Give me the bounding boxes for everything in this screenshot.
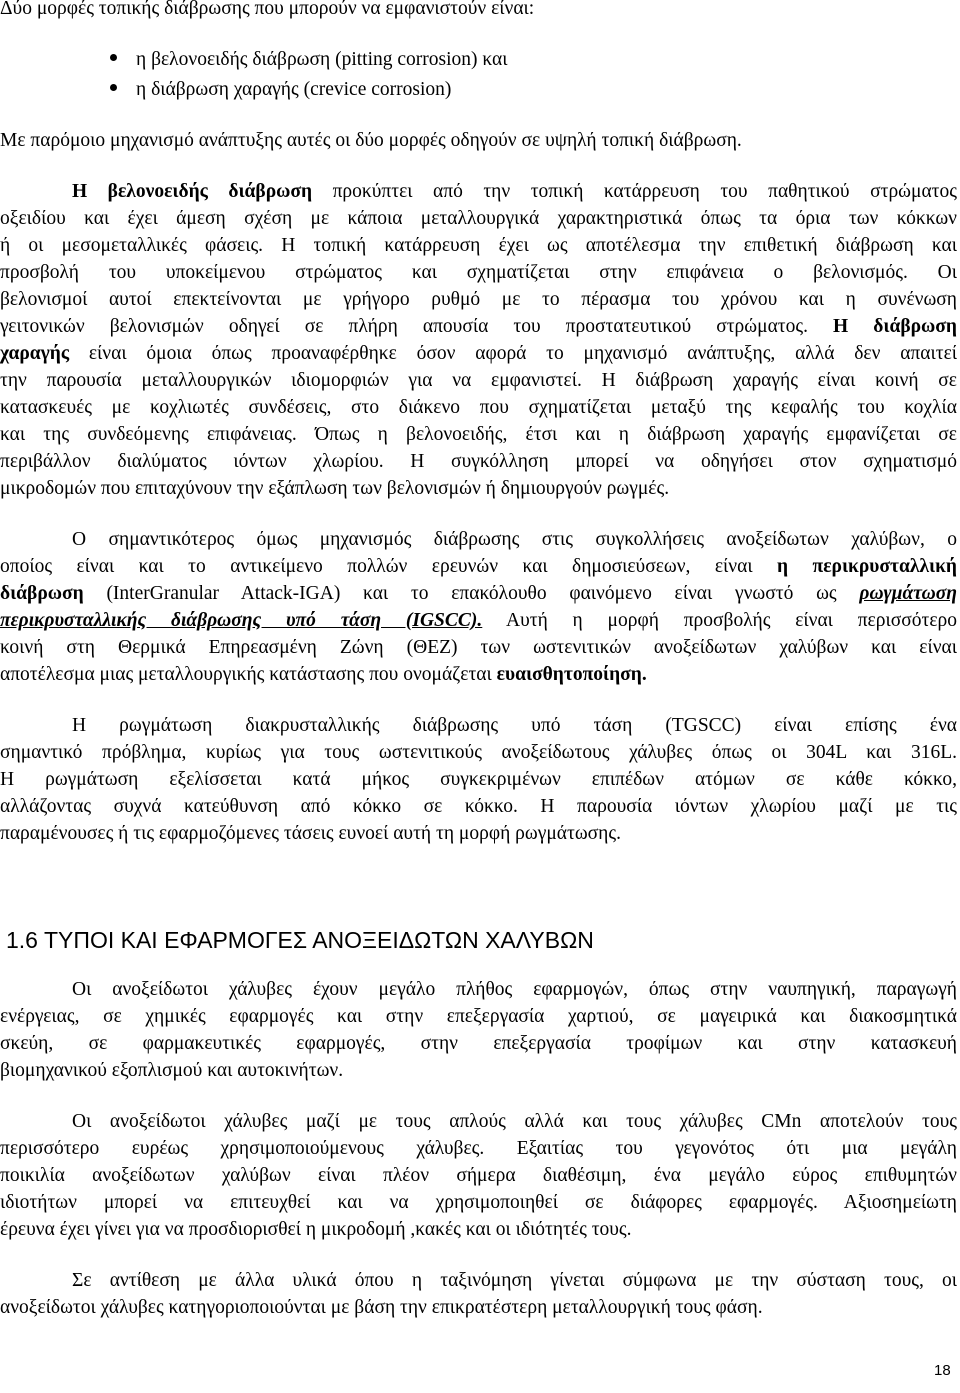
bold-term: ευαισθητοποίηση.	[496, 664, 647, 685]
paragraph-line: βιομηχανικού εξοπλισμού και αυτοκινήτων.	[0, 1060, 344, 1081]
summary-line	[0, 128, 960, 154]
page-number: 18	[934, 1362, 951, 1379]
paragraph-line: σκεύη, σε φαρμακευτικές εφαρμογές, στην επεξεργασία τροφίμων και στην κατασκευή	[0, 1033, 957, 1054]
paragraph-line: Η ρωγμάτωση εξελίσσεται κατά μήκος συγκεκριμένων επιπέδων ατόμων σε κάθε κόκκο,	[0, 769, 957, 790]
paragraph-line	[0, 608, 957, 634]
bold-term: Η βελονοειδής διάβρωση	[72, 181, 313, 202]
bold-term: Η διάβρωση	[833, 316, 957, 337]
paragraph-line: κατασκευές με κοχλιωτές συνδέσεις, στο διάκενο που σχηματίζεται μεταξύ της κεφαλής του κοχλία	[0, 397, 957, 418]
paragraph-line: αλλάζοντας συχνά κατεύθυνση από κόκκο σε κόκκο. Η παρουσία ιόντων χλωρίου μαζί με τις	[0, 796, 957, 817]
paragraph-line: την παρουσία μεταλλουργικών ιδιομορφιών για να εμφανιστεί. Η διάβρωση χαραγής είναι κοινή σε	[0, 370, 957, 391]
paragraph-line: ιδιοτήτων μπορεί να επιτευχθεί και να χρησιμοποιηθεί σε διάφορες εφαρμογές. Αξιοσημείωτη	[0, 1192, 957, 1213]
bullet-text: η διάβρωση χαραγής (crevice corrosion)	[136, 79, 452, 100]
paragraph-line: Ο σημαντικότερος όμως μηχανισμός διάβρωσης στις συγκολλήσεις ανοξείδωτων χαλύβων, ο	[72, 529, 957, 550]
bold-term: διάβρωση	[0, 583, 84, 604]
paragraph-line	[0, 314, 957, 340]
paragraph-line: κοινή στη Θερμικά Επηρεασμένη Ζώνη (ΘΕΖ) των ωστενιτικών ανοξείδωτων χαλύβων και είναι	[0, 637, 957, 658]
paragraph-line: ή οι μεσομεταλλικές φάσεις. Η τοπική κατάρρευση έχει ως αποτέλεσμα την επιθετική διάβρωση και	[0, 235, 957, 256]
paragraph-line: Η ρωγμάτωση διακρυσταλλικής διάβρωσης υπό τάση (TGSCC) είναι επίσης ένα	[72, 715, 957, 736]
paragraph-line: προσβολή του υποκείμενου στρώματος και σχηματίζεται στην επιφάνεια ο βελονισμός. Οι	[0, 262, 957, 283]
paragraph-line	[0, 662, 957, 688]
intro-line	[0, 0, 960, 22]
paragraph-line: παραμένουσες ή τις εφαρμοζόμενες τάσεις ευνοεί αυτή τη μορφή ρωγμάτωσης.	[0, 823, 621, 844]
text-span: είναι όμοια όπως προαναφέρθηκε όσον αφορά το μηχανισμό ανάπτυξης, αλλά δεν απαιτεί	[69, 343, 957, 364]
bullet-text: η βελονοειδής διάβρωση (pitting corrosion) και	[136, 49, 508, 70]
paragraph-line	[0, 554, 957, 580]
paragraph-line: περισσότερο ευρέως χρησιμοποιούμενους χάλυβες. Εξαιτίας του γεγονότος ότι μια μεγάλη	[0, 1138, 957, 1159]
paragraph-line: και της συνδεόμενης επιφάνειας. Όπως η βελονοειδής, έτσι και η διάβρωση χαραγής εμφανίζεται σε	[0, 424, 957, 445]
text-span: Αυτή η μορφή προσβολής είναι περισσότερο	[482, 610, 958, 631]
paragraph-line: ποικιλία ανοξείδωτων χαλύβων είναι πλέον σήμερα διαθέσιμη, ένα μεγάλο εύρος επιθυμητών	[0, 1165, 957, 1186]
paragraph-line: περιβάλλον διαλύματος ιόντων χλωρίου. Η συγκόλληση μπορεί να οδηγήσει στον σχηματισμό	[0, 451, 957, 472]
bold-term: η περικρυσταλλική	[777, 556, 957, 577]
bullet-icon	[108, 82, 118, 92]
paragraph-line: ενέργειας, σε χημικές εφαρμογές και στην επεξεργασία χαρτιού, σε μαγειρικά και διακοσμητικά	[0, 1006, 957, 1027]
text-span: (InterGranular Attack-IGA) και το επακόλουθο φαινόμενο είναι γνωστό ως	[83, 583, 860, 604]
bold-term: χαραγής	[0, 343, 70, 364]
paragraph-line	[0, 341, 957, 367]
paragraph-line: μικροδομών που επιταχύνουν την εξάπλωση των βελονισμών ή δημιουργούν ρωγμές.	[0, 478, 670, 499]
paragraph-line: έρευνα έχει γίνει για να προσδιορισθεί η μικροδομή ,κακές και οι ιδιότητές τους.	[0, 1219, 632, 1240]
list-item	[136, 77, 936, 103]
summary-text: Με παρόμοιο μηχανισμό ανάπτυξης αυτές οι δύο μορφές οδηγούν σε υψηλή τοπική διάβρωση.	[0, 130, 742, 151]
bullet-icon	[108, 52, 118, 62]
paragraph-line	[0, 581, 957, 607]
text-span: οποίος είναι και το αντικείμενο πολλών ερευνών και δημοσιεύσεων, είναι	[0, 556, 778, 577]
text-span: αποτέλεσμα μιας μεταλλουργικής κατάστασης που ονομάζεται	[0, 664, 497, 685]
paragraph-line: Σε αντίθεση με άλλα υλικά όπου η ταξινόμηση γίνεται σύμφωνα με την σύσταση τους, οι	[72, 1270, 957, 1291]
section-heading: 1.6 ΤΥΠΟΙ ΚΑΙ ΕΦΑΡΜΟΓΕΣ ΑΝΟΞΕΙΔΩΤΩΝ ΧΑΛΥΒΩΝ	[6, 927, 594, 953]
text-span: προκύπτει από την τοπική κατάρρευση του παθητικού στρώματος	[312, 181, 957, 202]
paragraph-line: βελονισμοί αυτοί επεκτείνονται με γρήγορο ρυθμό με το πέρασμα του χρόνου και η συνένωση	[0, 289, 957, 310]
paragraph-line: Οι ανοξείδωτοι χάλυβες μαζί με τους απλούς αλλά και τους χάλυβες CMn αποτελούν τους	[72, 1111, 957, 1132]
paragraph-line: Οι ανοξείδωτοι χάλυβες έχουν μεγάλο πλήθος εφαρμογών, όπως στην ναυπηγική, παραγωγή	[72, 979, 957, 1000]
text-span: γειτονικών βελονισμών οδηγεί σε πλήρη απουσία του προστατευτικού στρώματος.	[0, 316, 834, 337]
intro-text: Δύο μορφές τοπικής διάβρωσης που μπορούν να εμφανιστούν είναι:	[0, 0, 535, 19]
emphasis-term: ρωγμάτωση	[859, 583, 957, 604]
paragraph-line: οξειδίου και έχει άμεση σχέση με κάποια μεταλλουργικά χαρακτηριστικά όπως τα όρια των κόκκων	[0, 208, 957, 229]
paragraph-line	[72, 179, 957, 205]
paragraph-line: σημαντικό πρόβλημα, κυρίως για τους ωστενιτικούς ανοξείδωτους χάλυβες όπως οι 304L και 316L.	[0, 742, 957, 763]
list-item	[136, 47, 936, 73]
paragraph-line: ανοξείδωτοι χάλυβες κατηγοριοποιούνται με βάση την επικρατέστερη μεταλλουργική τους φάση.	[0, 1297, 763, 1318]
emphasis-term: περικρυσταλλικής διάβρωσης υπό τάση (IGSCC).	[0, 610, 483, 631]
